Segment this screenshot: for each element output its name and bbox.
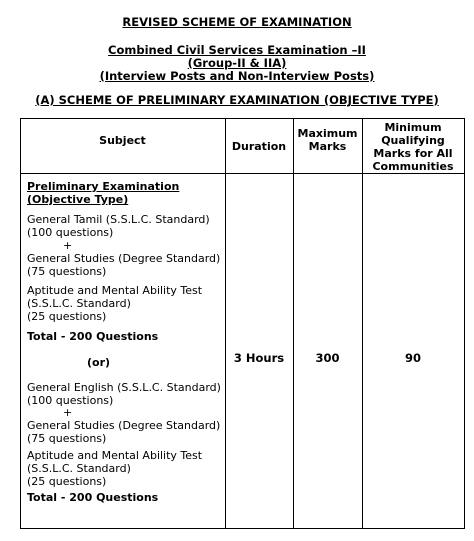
max-marks-value: 300 xyxy=(315,351,340,365)
header-min-marks-line: Qualifying xyxy=(381,134,445,147)
header-min-marks-line: Communities xyxy=(372,160,454,173)
header-min-marks-line: Minimum xyxy=(384,121,442,134)
table-column-divider xyxy=(293,118,294,529)
table-border-left xyxy=(20,118,21,529)
total-questions: Total - 200 Questions xyxy=(27,491,159,504)
plus-sign: + xyxy=(63,239,73,252)
duration-value: 3 Hours xyxy=(233,351,285,365)
table-column-divider xyxy=(362,118,363,529)
english-questions: (100 questions) xyxy=(27,394,114,407)
table-border-bottom xyxy=(20,528,465,529)
header-max-marks-line: Maximum xyxy=(297,127,358,140)
min-marks-value: 90 xyxy=(404,351,421,365)
total-questions: Total - 200 Questions xyxy=(27,330,159,343)
table-border-right xyxy=(464,118,465,529)
studies-paper: General Studies (Degree Standard) xyxy=(27,419,221,432)
aptitude-questions: (25 questions) xyxy=(27,310,107,323)
table-column-divider xyxy=(225,118,226,529)
header-max-marks xyxy=(293,127,362,153)
prelim-subtitle: (Objective Type) xyxy=(27,193,129,206)
or-separator: (or) xyxy=(87,356,111,369)
aptitude-paper: Aptitude and Mental Ability Test xyxy=(27,284,203,297)
exam-group: (Group-II & IIA) xyxy=(187,56,287,70)
english-paper: General English (S.S.L.C. Standard) xyxy=(27,381,221,394)
tamil-questions: (100 questions) xyxy=(27,226,114,239)
aptitude-standard: (S.S.L.C. Standard) xyxy=(27,462,131,475)
aptitude-questions: (25 questions) xyxy=(27,475,107,488)
table-header-divider xyxy=(20,173,465,174)
aptitude-paper: Aptitude and Mental Ability Test xyxy=(27,449,203,462)
table-border-top xyxy=(20,118,465,119)
exam-title: Combined Civil Services Examination –II xyxy=(108,43,366,57)
section-title: (A) SCHEME OF PRELIMINARY EXAMINATION (OBJECTIVE TYPE) xyxy=(35,93,439,107)
plus-sign: + xyxy=(63,406,73,419)
exam-posts: (Interview Posts and Non-Interview Posts) xyxy=(99,69,375,83)
header-min-marks xyxy=(362,121,464,173)
header-min-marks-line: Marks for All xyxy=(373,147,453,160)
document-heading: REVISED SCHEME OF EXAMINATION xyxy=(122,15,352,29)
tamil-paper: General Tamil (S.S.L.C. Standard) xyxy=(27,213,210,226)
studies-paper: General Studies (Degree Standard) xyxy=(27,252,221,265)
header-max-marks-line: Marks xyxy=(308,140,347,153)
studies-questions: (75 questions) xyxy=(27,432,107,445)
studies-questions: (75 questions) xyxy=(27,265,107,278)
prelim-title: Preliminary Examination xyxy=(27,180,180,193)
header-subject: Subject xyxy=(99,134,146,147)
aptitude-standard: (S.S.L.C. Standard) xyxy=(27,297,131,310)
header-duration: Duration xyxy=(231,140,287,153)
